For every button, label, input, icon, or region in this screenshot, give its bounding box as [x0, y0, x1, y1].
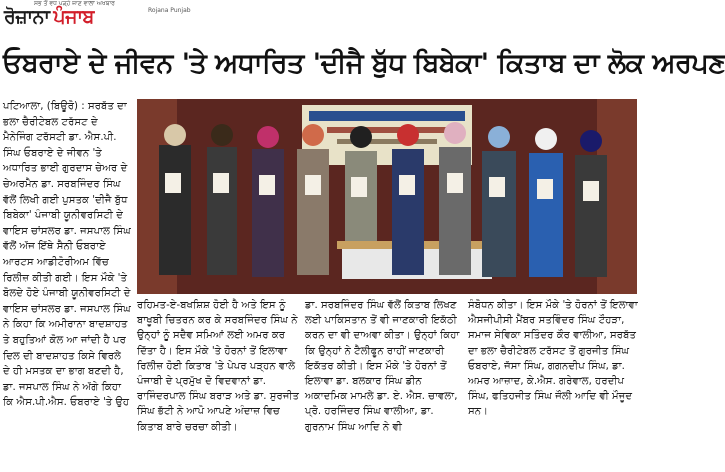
event-photo-image — [137, 99, 637, 294]
event-photo — [137, 99, 637, 294]
dateline: ਪਟਿਆਲਾ, (ਬਿਊਰੋ) : — [3, 101, 85, 112]
masthead — [0, 0, 640, 32]
brand-rozana: ਰੋਜ਼ਾਨਾ — [4, 6, 50, 28]
article-column-3: ਡਾ. ਸਰਬਜਿੰਦਰ ਸਿੰਘ ਵੱਲੋਂ ਕਿਤਾਬ ਲਿਖਣ ਲਈ ਪਾਕਿਸਤਾਨ ਤੋਂ ਵੀ ਜਾਣਕਾਰੀ ਇਕੱਠੀ ਕਰਨ ਦਾ ਵੀ ਦਾਅਵਾ ਕੀਤਾ। ਉਨ੍ਹਾਂ ਕਿਹਾ ਕਿ ਉਨ੍ਹਾਂ ਨੇ ਟੈਲੀਫੂਨ ਰਾਹੀਂ ਜਾਣਕਾਰੀ ਇਕੱਤਰ ਕੀਤੀ। ਇਸ ਮੌਕੇ 'ਤੇ ਹੋਰਨਾਂ ਤੋਂ ਇਲਾਵਾ ਡਾ. ਬਲਕਾਰ ਸਿੰਘ ਡੀਨ ਅਕਾਦਮਿਕ ਮਾਮਲੇ ਡਾ. ਏ. ਐਸ. ਚਾਵਲਾ, ਪ੍ਰੋ. ਹਰਜਿੰਦਰ ਸਿੰਘ ਵਾਲੀਆ, ਡਾ. ਗੁਰਨਾਮ ਸਿੰਘ ਆਦਿ ਨੇ ਵੀ — [305, 300, 460, 433]
article-column-4: ਸੰਬੋਧਨ ਕੀਤਾ। ਇਸ ਮੌਕੇ 'ਤੇ ਹੋਰਨਾਂ ਤੋਂ ਇਲਾਵਾ ਐਸਜੀਪੀਸੀ ਮੈਂਬਰ ਸਤਵਿੰਦਰ ਸਿੰਘ ਟੌਹੜਾ, ਸਮਾਜ ਸੇਵਿਕਾ ਸਤਿੰਦਰ ਕੌਰ ਵਾਲੀਆ, ਸਰਬੱਤ ਦਾ ਭਲਾ ਚੈਰੀਟੇਬਲ ਟਰੱਸਟ ਤੋਂ ਗੁਰਜੀਤ ਸਿੰਘ ਓਬਰਾਏ, ਜੱਸਾ ਸਿੰਘ, ਗਗਨਦੀਪ ਸਿੰਘ, ਡਾ. ਅਮਰ ਆਜ਼ਾਦ, ਕੇ.ਐਸ. ਗਰੇਵਾਲ, ਹਰਦੀਪ ਸਿੰਘ, ਫਤਿਹਜੀਤ ਸਿੰਘ ਜੌਲੀ ਆਦਿ ਵੀ ਮੌਜੂਦ ਸਨ। — [468, 300, 638, 418]
article-column-left — [3, 99, 131, 469]
article-headline: ਓਬਰਾਏ ਦੇ ਜੀਵਨ 'ਤੇ ਅਧਾਰਿਤ 'ਦੀਜੈ ਬੁੱਧ ਬਿਬੇਕਾ' ਕਿਤਾਬ ਦਾ ਲੋਕ ਅਰਪਣ — [3, 48, 725, 79]
brand-punjab: ਪੰਜਾਬ — [53, 6, 94, 28]
article-body-left: ਸਰਬੱਤ ਦਾ ਭਲਾ ਚੈਰੀਟੇਬਲ ਟਰੱਸਟ ਦੇ ਮੈਨੇਜਿੰਗ ਟਰੱਸਟੀ ਡਾ. ਐਸ.ਪੀ. ਸਿੰਘ ਓਬਰਾਏ ਦੇ ਜੀਵਨ 'ਤੇ ਅਧਾਰਿਤ ਭਾਈ ਗੁਰਦਾਸ ਚੇਅਰ ਦੇ ਚੇਅਰਮੈਨ ਡਾ. ਸਰਬਜਿੰਦਰ ਸਿੰਘ ਵੱਲੋਂ ਲਿਖੀ ਗਈ ਪੁਸਤਕ 'ਦੀਜੈ ਬੁੱਧ ਬਿਬੇਕਾ' ਪੰਜਾਬੀ ਯੂਨੀਵਰਸਿਟੀ ਦੇ ਵਾਇਸ ਚਾਂਸਲਰ ਡਾ. ਜਸਪਾਲ ਸਿੰਘ ਵੱਲੋਂ ਅੱਜ ਇੱਥੇ ਸੈਨੀ ਓਬਰਾਏ ਆਰਟਸ ਆਡੀਟੋਰੀਅਮ ਵਿੱਚ ਰਿਲੀਜ਼ ਕੀਤੀ ਗਈ। ਇਸ ਮੌਕੇ 'ਤੇ ਬੋਲਦੇ ਹੋਏ ਪੰਜਾਬੀ ਯੂਨੀਵਰਸਿਟੀ ਦੇ ਵਾਇਸ ਚਾਂਸਲਰ ਡਾ. ਜਸਪਾਲ ਸਿੰਘ ਨੇ ਕਿਹਾ ਕਿ ਅਮੀਰਾਨਾ ਬਾਦਸ਼ਾਹਤ ਤੇ ਬਹੁਤਿਆਂ ਕੋਲ ਆ ਜਾਂਦੀ ਹੈ ਪਰ ਦਿਲ ਦੀ ਬਾਦਸ਼ਾਹਤ ਕਿਸੇ ਵਿਰਲੇ ਦੇ ਹੀ ਮਸਤਕ ਦਾ ਭਾਗ ਬਣਦੀ ਹੈ, ਡਾ. ਜਸਪਾਲ ਸਿੰਘ ਨੇ ਅੱਗੇ ਕਿਹਾ ਕਿ ਐਸ.ਪੀ.ਐਸ. ਓਬਰਾਏ 'ਤੇ ਉਹ — [3, 101, 131, 409]
masthead-tagline: ਸਭ ਤੋਂ ਵਧ ਪੜ੍ਹੇ ਜਾਣ ਵਾਲਾ ਅਖਬਾਰ — [34, 0, 115, 7]
masthead-site: Rojana Punjab — [148, 7, 191, 14]
article-column-2: ਰਹਿਮਤ-ਏ-ਬਖਸ਼ਿਸ਼ ਹੋਈ ਹੈ ਅਤੇ ਇਸ ਨੂੰ ਬਾਖੂਬੀ ਚਿਤਰਨ ਕਰ ਕੇ ਸਰਬਜਿੰਦਰ ਸਿੰਘ ਨੇ ਉਨ੍ਹਾਂ ਨੂੰ ਸਦੈਵ ਸਮਿਆਂ ਲਈ ਅਮਰ ਕਰ ਦਿੱਤਾ ਹੈ। ਇਸ ਮੌਕੇ 'ਤੇ ਹੋਰਨਾਂ ਤੋਂ ਇਲਾਵਾ ਰਿਲੀਜ਼ ਹੋਈ ਕਿਤਾਬ 'ਤੇ ਪੇਪਰ ਪੜ੍ਹਨ ਵਾਲੇ ਪੰਜਾਬੀ ਦੇ ਪ੍ਰਮੁੱਖ ਦੋ ਵਿਦਵਾਨਾਂ ਡਾ. ਰਾਜਿੰਦਰਪਾਲ ਸਿੰਘ ਬਰਾੜ ਅਤੇ ਡਾ. ਸੁਰਜੀਤ ਸਿੰਘ ਭੱਟੀ ਨੇ ਆਪੋ ਆਪਣੇ ਅੰਦਾਜ਼ ਵਿਚ ਕਿਤਾਬ ਬਾਰੇ ਚਰਚਾ ਕੀਤੀ। — [137, 300, 300, 433]
